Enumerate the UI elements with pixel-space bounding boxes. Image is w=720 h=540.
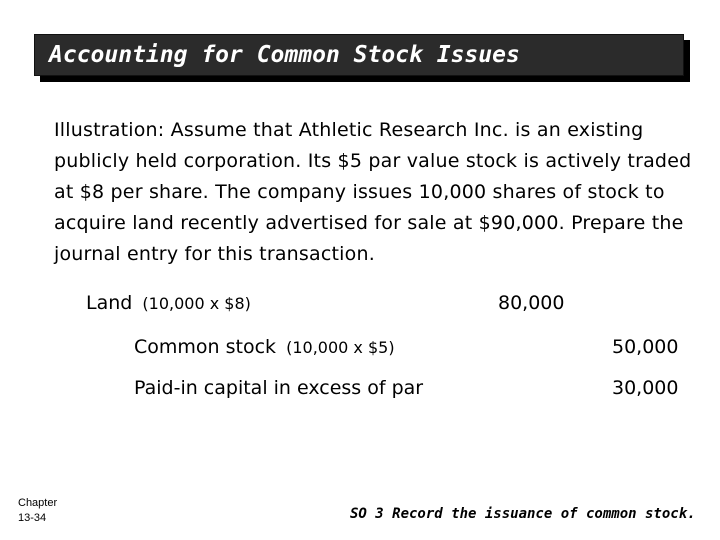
study-objective: SO 3 Record the issuance of common stock.	[350, 506, 696, 522]
credit2-amount: 30,000	[612, 377, 679, 399]
illustration-label: Illustration:	[54, 119, 165, 141]
debit-line	[86, 292, 251, 314]
debit-detail: (10,000 x $8)	[142, 294, 251, 313]
chapter-page-number: 13-34	[18, 512, 47, 524]
debit-account: Land	[86, 292, 133, 314]
chapter-label: Chapter	[18, 497, 58, 509]
credit1-account: Common stock	[134, 336, 277, 358]
credit1-detail: (10,000 x $5)	[286, 338, 395, 357]
credit2-account: Paid-in capital in excess of par	[134, 377, 424, 399]
slide-title: Accounting for Common Stock Issues	[49, 42, 520, 68]
credit-line-paid-in-capital	[134, 377, 423, 399]
credit-line-common-stock	[134, 336, 395, 358]
credit1-amount: 50,000	[612, 336, 679, 358]
debit-amount: 80,000	[498, 292, 565, 314]
illustration-paragraph	[54, 115, 694, 270]
illustration-text: Assume that Athletic Research Inc. is an existing publicly held corporation. Its $5 par value stock is actively traded at $8 per share. The company issues 10,000 shares of stock to acquire land recently advertised for sale at $90,000. Prepare the journal entry for this transaction.	[54, 119, 692, 265]
chapter-label-block	[18, 496, 57, 526]
title-bar	[34, 34, 684, 76]
